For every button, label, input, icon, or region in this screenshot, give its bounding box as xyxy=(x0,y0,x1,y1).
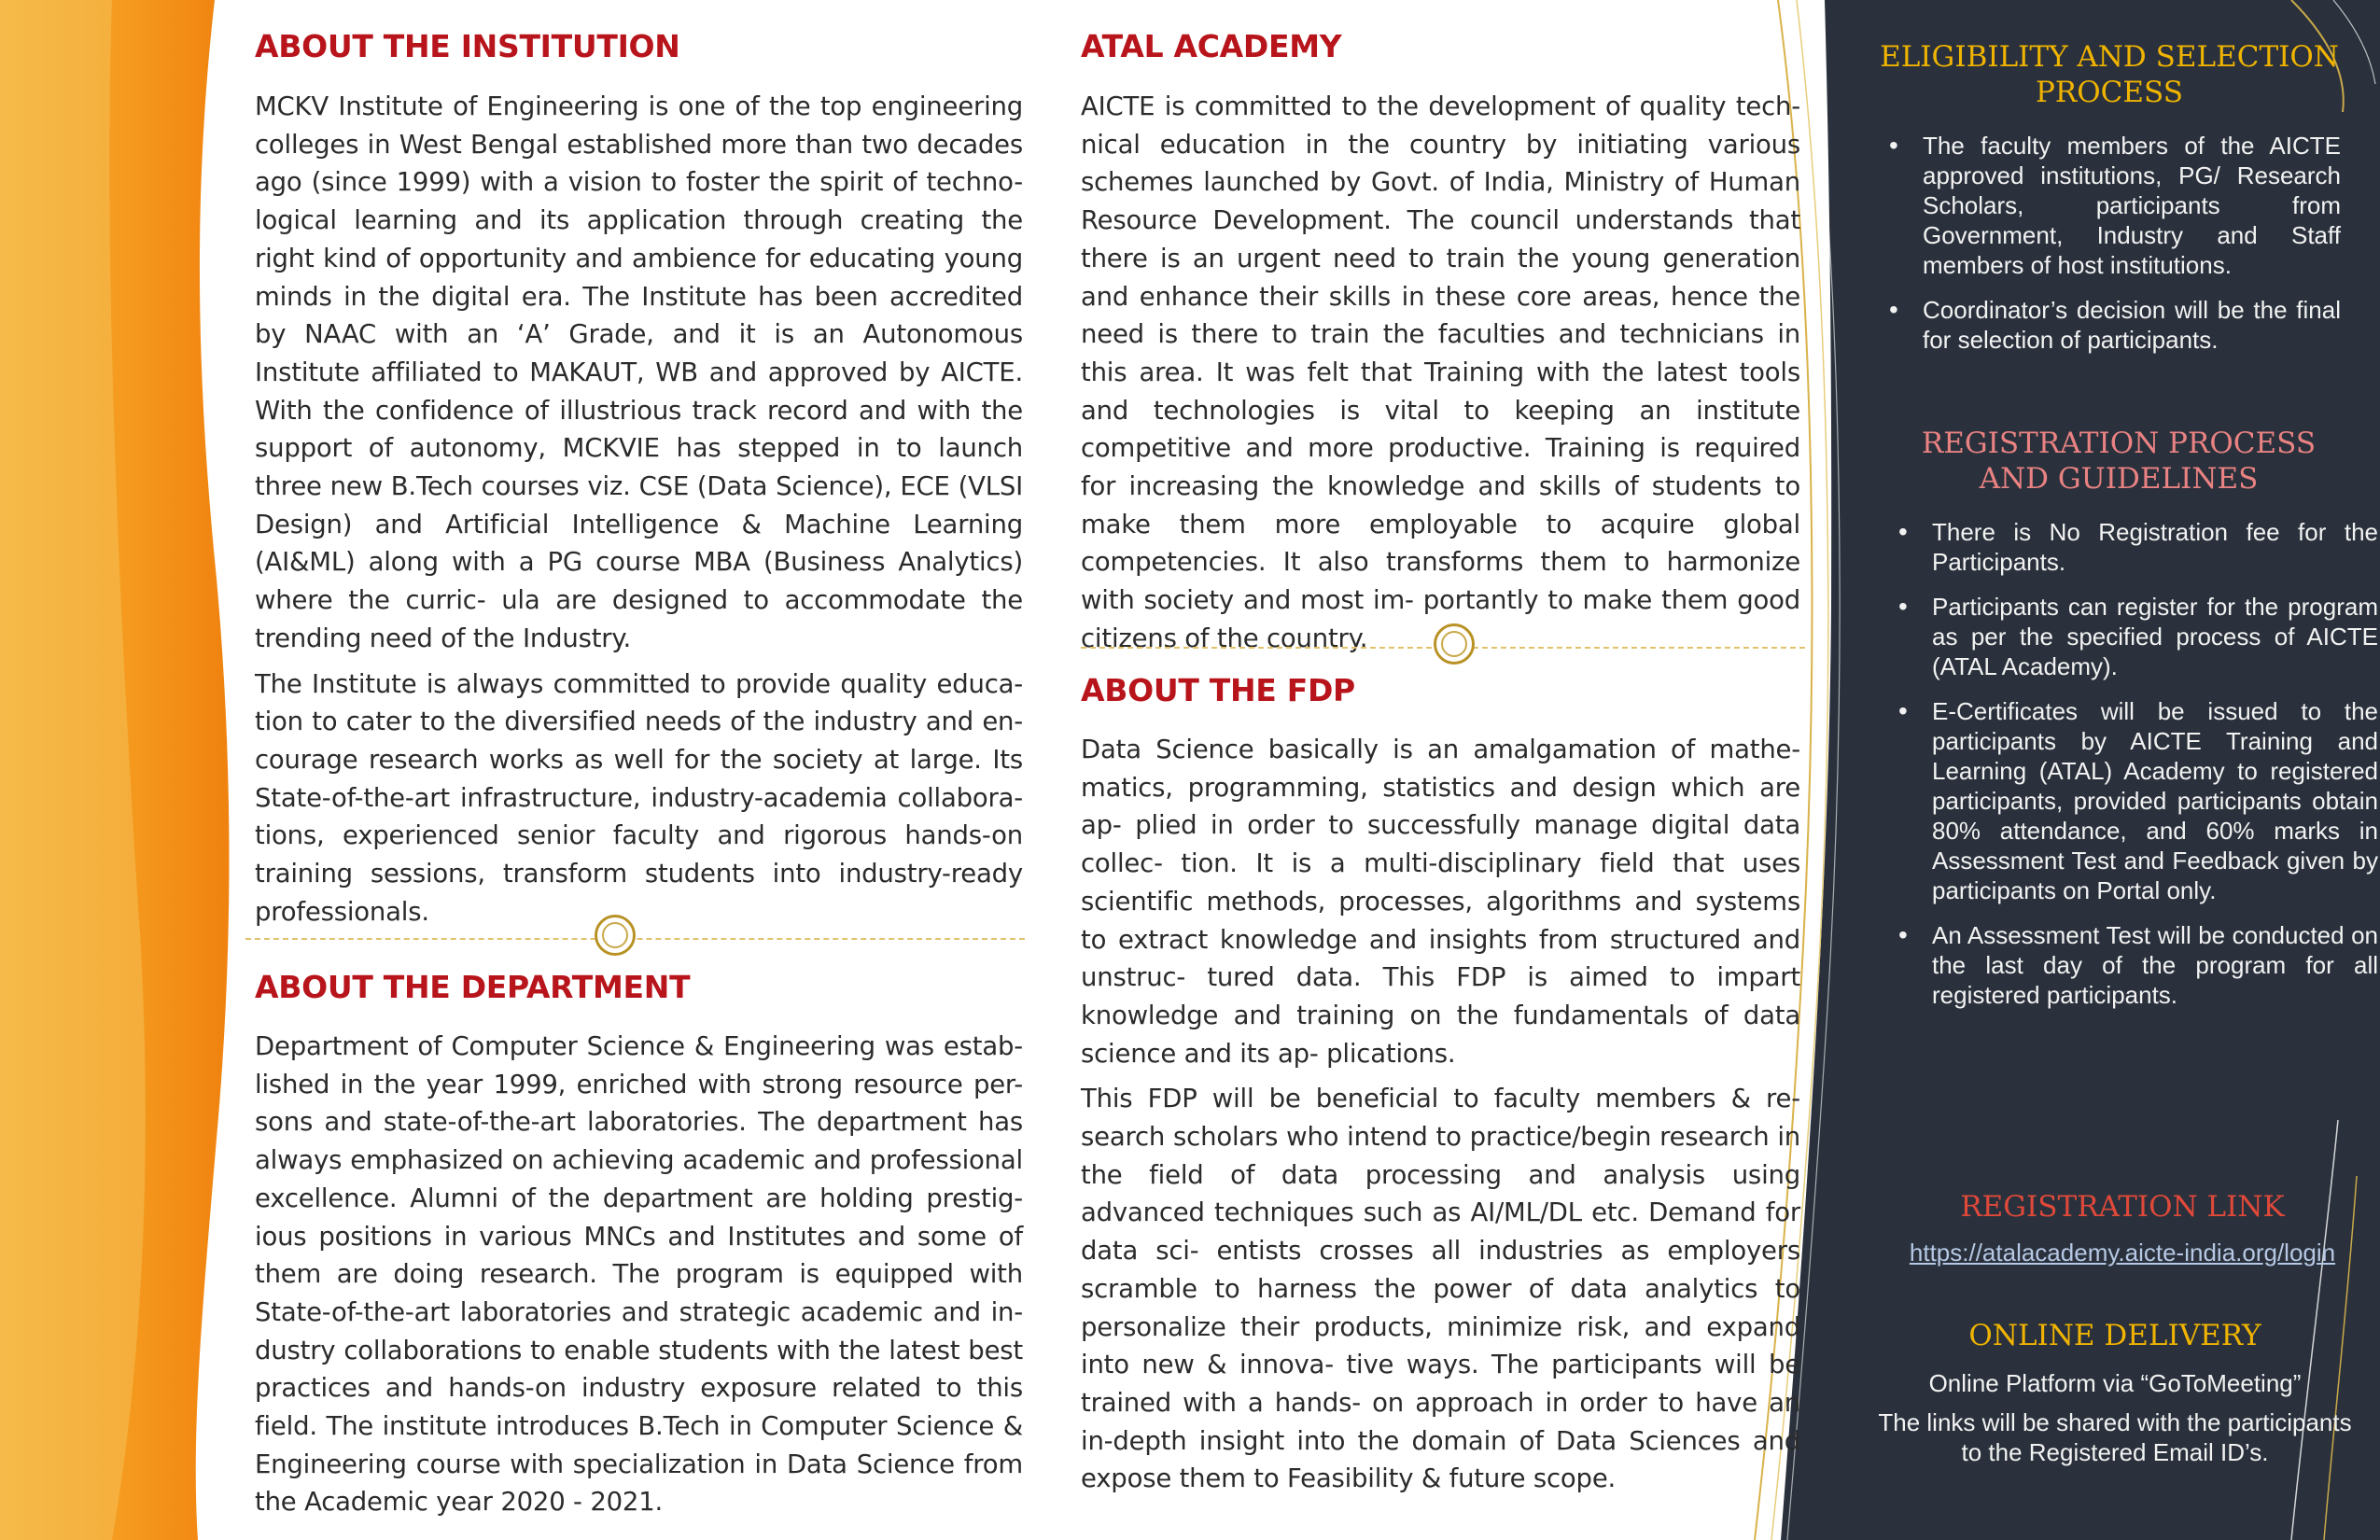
registration-item: • E-Certificates will be issued to the participants by AICTE Training and Learning (ATAL) Academy to registered participants, provided participants obtain 80% attendance, and 60% marks in Assessment Test and Feedback given by participants on Portal only. xyxy=(1932,696,2378,905)
institution-heading: ABOUT THE INSTITUTION xyxy=(255,28,680,64)
registration-link-section xyxy=(1867,1189,2378,1267)
registration-link[interactable]: https://atalacademy.aicte-india.org/login xyxy=(1909,1239,2336,1267)
eligibility-heading: ELIGIBILITY AND SELECTION PROCESS xyxy=(1880,40,2339,109)
divider-ornament-icon xyxy=(595,915,636,956)
section-divider xyxy=(245,913,1025,965)
registration-heading: REGISTRATION PROCESS AND GUIDELINES xyxy=(1921,427,2317,496)
registration-item: • There is No Registration fee for the Participants. xyxy=(1932,517,2378,577)
divider-ornament-icon xyxy=(1434,623,1475,665)
eligibility-item: • The faculty members of the AICTE approved institutions, PG/ Research Scholars, participants from Government, Industry and Staff members of host institutions. xyxy=(1923,131,2341,280)
fdp-paragraph-2: This FDP will be beneficial to faculty members & re- search scholars who intend to practice/begin research in the field of data processing and analysis using advanced techniques such as AI/ML/DL etc. Demand for data sci- entists crosses all industries as employers scramble to harness the power of data analytics to personalize their products, minimize risk, and expand into new & innova- tive ways. The participants will be trained with a hands- on approach in order to have an in-depth insight into the domain of Data Sciences and expose them to Feasibility & future scope. xyxy=(1081,1084,1800,1494)
online-delivery-heading: ONLINE DELIVERY xyxy=(1968,1319,2261,1352)
department-paragraph: Department of Computer Science & Engineering was estab- lished in the year 1999, enriched with strong resource per- sons and state-of-the-art laboratories. The department has always emphasized on achieving academic and professional excellence. Alumni of the department are holding prestig- ious positions in various MNCs and Institutes and some of them are doing research. The program is equipped with State-of-the-art laboratories and strategic academic and in- dustry collaborations to enable students with the latest best practices and hands-on industry exposure related to this field. The institute introduces B.Tech in Computer Science & Engineering course with specialization in Data Science from the Academic year 2020 - 2021. xyxy=(255,1031,1023,1518)
registration-item: • Participants can register for the program as per the specified process of AICTE (ATAL Academy). xyxy=(1932,592,2378,681)
department-heading: ABOUT THE DEPARTMENT xyxy=(255,969,691,1005)
atal-heading: ATAL ACADEMY xyxy=(1081,28,1342,64)
eligibility-item: • Coordinator’s decision will be the final for selection of participants. xyxy=(1923,295,2341,355)
registration-item: • An Assessment Test will be conducted on the last day of the program for all registered participants. xyxy=(1932,920,2378,1010)
registration-link-heading: REGISTRATION LINK xyxy=(1960,1190,2285,1224)
institution-paragraph-1: MCKV Institute of Engineering is one of the top engineering colleges in West Bengal established more than two decades ago (since 1999) with a vision to foster the spirit of techno- logical learning and its application through creating the right kind of opportunity and ambience for educating young minds in the digital era. The Institute has been accredited by NAAC with an ‘A’ Grade, and it is an Autonomous Institute affiliated to MAKAUT, WB and approved by AICTE. With the confidence of illustrious track record and with the support of autonomy, MCKVIE has stepped in to launch three new B.Tech courses viz. CSE (Data Science), ECE (VLSI Design) and Artificial Intelligence & Machine Learning (AI&ML) along with a PG course MBA (Business Analytics) where the curric- ula are designed to accommodate the trending need of the Industry. xyxy=(255,91,1023,653)
eligibility-section xyxy=(1876,39,2343,370)
registration-section xyxy=(1904,426,2378,1025)
atal-paragraph: AICTE is committed to the development of quality tech- nical education in the country by initiating various schemes launched by Govt. of India, Ministry of Human Resource Development. The council understands that there is an urgent need to train the young generation and enhance their skills in these core areas, hence the need is there to train the faculties and technicians in this area. It was felt that Training with the latest tools and technologies is vital to keeping an institute competitive and more productive. Training is required for increasing the knowledge and skills of students to make them more employable to acquire global competencies. It also transforms them to harmonize with society and most im- portantly to make them good citizens of the country. xyxy=(1081,91,1800,653)
institution-paragraph-2: The Institute is always committed to provide quality educa- tion to cater to the diversified needs of the industry and en- courage research works as well for the society at large. Its State-of-the-art infrastructure, industry-academia collabora- tions, experienced senior faculty and rigorous hands-on training sessions, transform students into industry-ready professionals. xyxy=(255,668,1023,927)
fdp-heading: ABOUT THE FDP xyxy=(1081,672,1355,708)
online-links-text: The links will be shared with the participants to the Registered Email ID’s. xyxy=(1878,1408,2352,1466)
online-platform-text: Online Platform via “GoToMeeting” xyxy=(1928,1369,2302,1397)
section-divider xyxy=(1081,622,1805,674)
fdp-paragraph-1: Data Science basically is an amalgamation of mathe- matics, programming, statistics and design which are ap- plied in order to successfully manage digital data collec- tion. It is a multi-disciplinary field that uses scientific methods, processes, algorithms and systems to extract knowledge and insights from structured and unstruc- tured data. This FDP is aimed to impart knowledge and training on the fundamentals of data science and its ap- plications. xyxy=(1081,735,1800,1069)
online-delivery-section xyxy=(1863,1318,2367,1467)
